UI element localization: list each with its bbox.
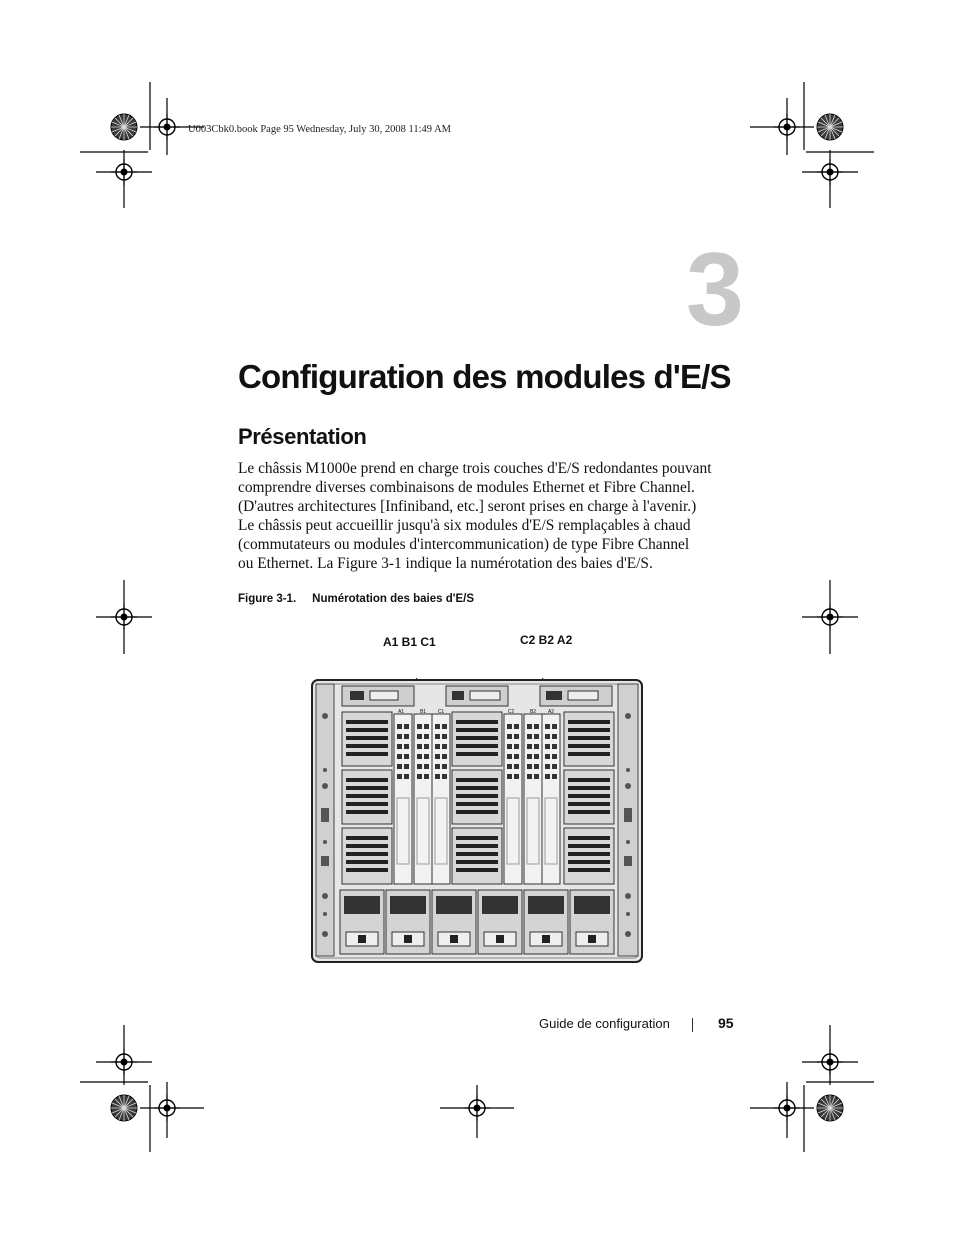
paragraph-line: ou Ethernet. La Figure 3-1 indique la numérotation des baies d'E/S. bbox=[238, 554, 653, 572]
paragraph-line: Le châssis M1000e prend en charge trois couches d'E/S redondantes pouvant bbox=[238, 460, 712, 477]
paragraph-line: (D'autres architectures [Infiniband, etc.] seront prises en charge à l'avenir.) bbox=[238, 497, 697, 515]
chassis-illustration bbox=[310, 678, 644, 964]
figure-label: Figure 3-1. bbox=[238, 593, 297, 605]
bay-label: C1 bbox=[437, 709, 445, 715]
callout-right: C2 B2 A2 bbox=[520, 633, 573, 647]
figure-caption bbox=[238, 593, 474, 605]
print-header: U003Cbk0.book Page 95 Wednesday, July 30, 2008 11:49 AM bbox=[188, 124, 452, 135]
bay-label: A1 bbox=[397, 709, 405, 715]
paragraph-line: Le châssis peut accueillir jusqu'à six modules d'E/S remplaçables à chaud bbox=[238, 516, 691, 534]
callout-left: A1 B1 C1 bbox=[383, 635, 436, 649]
figure-caption-text: Numérotation des baies d'E/S bbox=[312, 593, 475, 605]
paragraph-line: (commutateurs ou modules d'intercommunication) de type Fibre Channel bbox=[238, 535, 690, 553]
footer-guide-title: Guide de configuration bbox=[539, 1016, 670, 1031]
section-title: Présentation bbox=[238, 424, 367, 449]
bay-label: A2 bbox=[547, 709, 555, 715]
paragraph-line: comprendre diverses combinaisons de modules Ethernet et Fibre Channel. bbox=[238, 478, 695, 496]
chapter-title: Configuration des modules d'E/S bbox=[238, 358, 731, 395]
body-paragraph bbox=[238, 460, 734, 573]
page-number: 95 bbox=[718, 1015, 734, 1031]
footer-separator bbox=[692, 1018, 693, 1032]
bay-label: B1 bbox=[419, 709, 427, 715]
chapter-number: 3 bbox=[686, 232, 742, 348]
bay-label: B2 bbox=[529, 709, 537, 715]
bay-label: C2 bbox=[507, 709, 515, 715]
